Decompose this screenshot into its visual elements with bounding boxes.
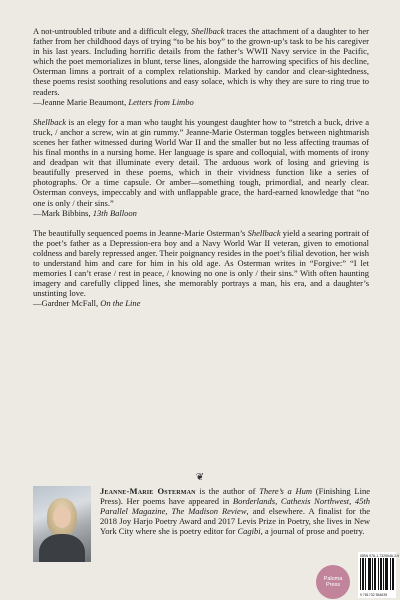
- attribution-author: —Mark Bibbins,: [33, 207, 93, 218]
- author-shoulders: [39, 534, 85, 562]
- blurb-segment: A not-untroubled tribute and a difficult elegy,: [33, 26, 192, 36]
- isbn-text: ISBN 978-1-7325546-3-9: [360, 554, 400, 558]
- barcode-bar: [383, 558, 384, 590]
- blurb-attribution: [33, 298, 369, 308]
- barcode-bar: [390, 558, 391, 590]
- barcode-bar: [387, 558, 388, 590]
- blurb: [33, 26, 369, 107]
- attribution-source: Letters from Limbo: [128, 96, 194, 107]
- bio-segment: Cagibi: [237, 526, 261, 537]
- fleuron-ornament: ❦: [195, 472, 205, 483]
- blurb-segment: The beautifully sequenced poems in Jeanne-Marie Osterman’s: [33, 227, 248, 238]
- attribution-author: —Gardner McFall,: [33, 298, 101, 309]
- barcode-bar: [392, 558, 393, 590]
- publisher-logo: [316, 565, 350, 599]
- blurb-attribution: [33, 208, 369, 218]
- blurb: [33, 228, 369, 309]
- blurb-segment: yield a searing portrait of the poet’s father as a Depression-era boy and a Navy World War II veteran, given to emotional coldness and barely repressed anger. Their poignancy resides in the poet’s filial devotion, her wish to understand him and care for him in his old age. As Osterman writes in “Forgive:” “I let memories I can’t erase / rest in peace, / knowing no one is only / their sins.” With often haunting imagery and carefully clipped lines, she memorably portrays a man, his era, and a daughter’s unstinting love.: [33, 227, 369, 299]
- blurb: [33, 117, 369, 218]
- author-bio: [100, 486, 370, 536]
- attribution-source: 13th Balloon: [92, 207, 137, 218]
- blurb-attribution: [33, 97, 369, 107]
- bio-segment: , and elsewhere. A finalist for the 2018 Joy Harjo Poetry Award and 2017 Levis Prize in Poetry, she lives in New York City where she is poetry editor for: [100, 506, 370, 537]
- blurbs: [33, 26, 369, 318]
- attribution-author: —Jeanne Marie Beaumont,: [33, 96, 129, 107]
- barcode-bar: [362, 558, 363, 590]
- barcode-bar: [370, 558, 371, 590]
- bio-segment: Borderlands, Cathexis Northwest, 45th Parallel Magazine, The Madison Review: [100, 496, 370, 517]
- author-name: Jeanne-Marie Osterman: [100, 486, 196, 496]
- barcode-number: 9 781732 554639: [360, 593, 388, 597]
- barcode-bar: [380, 558, 381, 590]
- author-face: [53, 506, 71, 528]
- barcode-bar: [360, 558, 361, 590]
- blurb-text: [33, 26, 369, 97]
- author-photo: [33, 486, 91, 562]
- barcode-bar: [381, 558, 382, 590]
- barcode-bar: [374, 558, 375, 590]
- barcode-bar: [375, 558, 376, 590]
- blurb-segment: is an elegy for a man who taught his youngest daughter how to “stretch a buck, drive a truck, / anchor a screw, win at gin rummy.” Jeanne-Marie Osterman toggles between nightmarish scenes her father witnessed during World War II and the smaller but no less affecting traumas of his final months in a nursing home. Her language is spare and colloquial, with moments of irony and deadpan wit that illuminate every detail. The arduous work of losing and grieving is beautifully preserved in these poems, which in their vividness function like a series of photographs. Or a time capsule. Or amber—something tough, primordial, and nearly clear. Osterman conveys, impeccably and with unflappable grace, the hard-earned knowledge that “no one is only / their sins.”: [33, 116, 369, 208]
- barcode-bars: [360, 558, 394, 590]
- barcode-bar: [393, 558, 394, 590]
- barcode-bar: [372, 558, 373, 590]
- blurb-segment: Shellback: [191, 26, 225, 36]
- barcode-bar: [386, 558, 387, 590]
- blurb-segment: Shellback: [33, 116, 67, 127]
- blurb-text: [33, 117, 369, 208]
- barcode-bar: [385, 558, 386, 590]
- barcode-bar: [365, 558, 366, 590]
- blurb-text: [33, 228, 369, 299]
- bio-segment: (Finishing Line Press). Her poems have appeared in: [100, 486, 370, 507]
- publisher-logo-text: Paloma Press: [323, 576, 343, 588]
- barcode-bar: [363, 558, 364, 590]
- isbn-barcode: [358, 552, 400, 598]
- blurb-segment: traces the attachment of a daughter to her father from her childhood days of trying “to be his boy” to the grown-up’s task to be his caregiver in his last years. Including horrific details from the father’s WWII Navy service in the Pacific, which the poet memorializes in blunt, terse lines, alongside the harrowing specifics of his decline, Osterman limns a portrait of a complex relationship. Marked by candor and clear-sightedness, these poems resist soothing resolutions and easy solace, which is why they are sure to ring true to readers.: [33, 26, 369, 97]
- bio-segment: , a journal of prose and poetry.: [260, 526, 365, 537]
- barcode-bar: [369, 558, 370, 590]
- barcode-bar: [378, 558, 379, 590]
- bio-segment: is the author of: [195, 486, 260, 496]
- blurb-segment: Shellback: [247, 227, 281, 238]
- attribution-source: On the Line: [100, 298, 141, 309]
- barcode-bar: [368, 558, 369, 590]
- bio-segment: There’s a Hum: [259, 486, 312, 496]
